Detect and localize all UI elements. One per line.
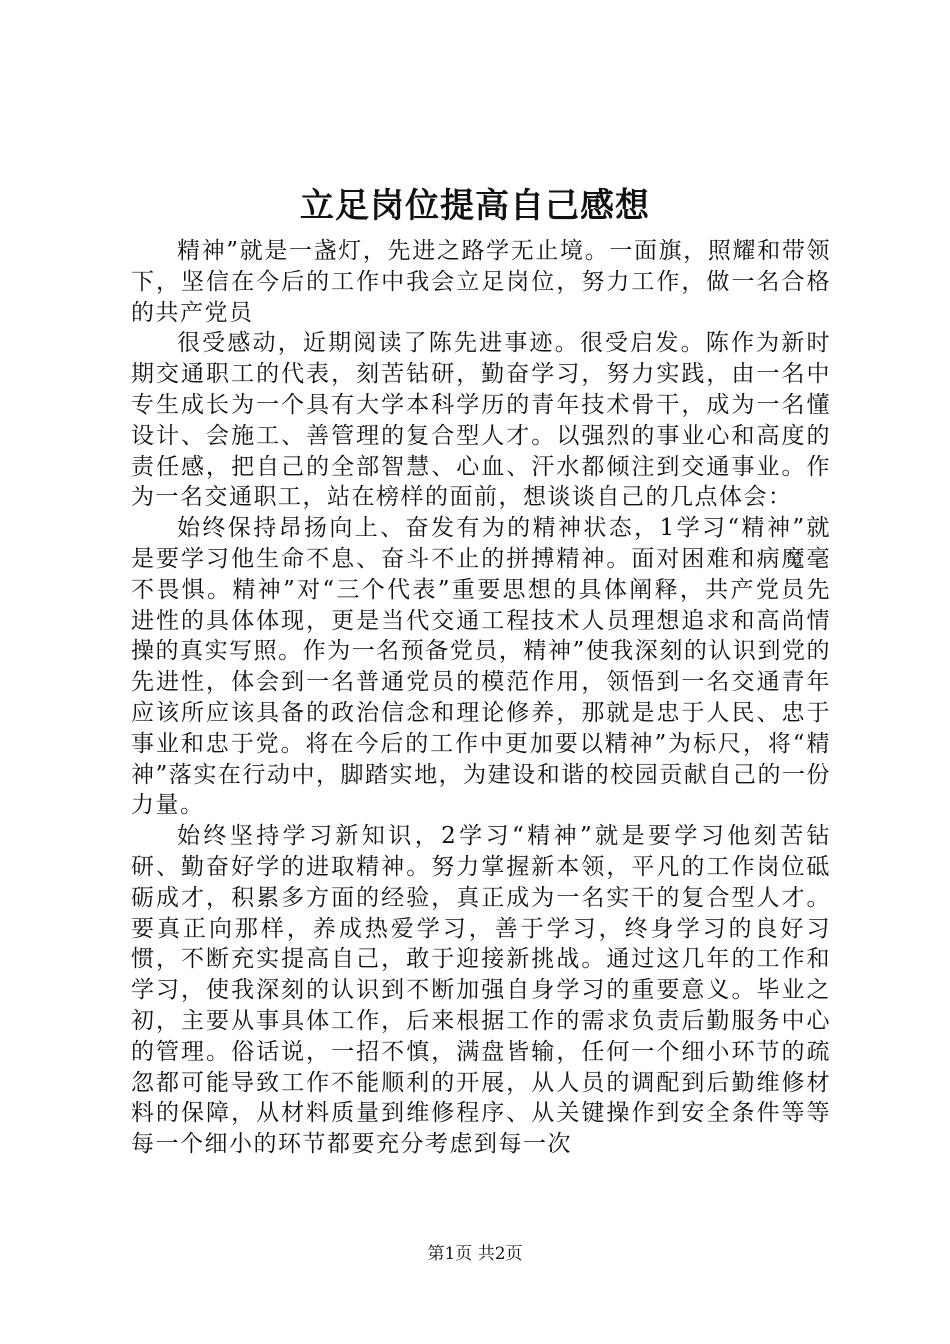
paragraph-1: 精神”就是一盏灯，先进之路学无止境。一面旗，照耀和带领下，坚信在今后的工作中我会立足岗位，努力工作，做一名合格的共产党员: [131, 238, 831, 326]
paragraph-4: 始终坚持学习新知识，2学习“精神”就是要学习他刻苦钻研、勤奋好学的进取精神。努力掌握新本领，平凡的工作岗位砥砺成才，积累多方面的经验，真正成为一名实干的复合型人才。要真正向那样，养成热爱学习，善于学习，终身学习的良好习惯，不断充实提高自己，敢于迎接新挑战。通过这几年的工作和学习，使我深刻的认识到不断加强自身学习的重要意义。毕业之初，主要从事具体工作，后来根据工作的需求负责后勤服务中心的管理。俗话说，一招不慎，满盘皆输，任何一个细小环节的疏忽都可能导致工作不能顺利的开展，从人员的调配到后勤维修材料的保障，从材料质量到维修程序、从关键操作到安全条件等等每一个细小的环节都要充分考虑到每一次: [131, 823, 831, 1158]
document-title: 立足岗位提高自己感想: [300, 186, 650, 226]
document-body: [131, 236, 831, 1160]
page-footer: 第1页 共2页: [427, 1244, 523, 1264]
paragraph-2: 很受感动，近期阅读了陈先进事迹。很受启发。陈作为新时期交通职工的代表，刻苦钻研，勤奋学习，努力实践，由一名中专生成长为一个具有大学本科学历的青年技术骨干，成为一名懂设计、会施工、善管理的复合型人才。以强烈的事业心和高度的责任感，把自己的全部智慧、心血、汗水都倾注到交通事业。作为一名交通职工，站在榜样的面前，想谈谈自己的几点体会：: [131, 330, 831, 511]
paragraph-3: 始终保持昂扬向上、奋发有为的精神状态，1学习“精神”就是要学习他生命不息、奋斗不止的拼搏精神。面对困难和病魔毫不畏惧。精神”对“三个代表”重要思想的具体阐释，共产党员先进性的具体体现，更是当代交通工程技术人员理想追求和高尚情操的真实写照。作为一名预备党员，精神”使我深刻的认识到党的先进性，体会到一名普通党员的模范作用，领悟到一名交通青年应该所应该具备的政治信念和理论修养，那就是忠于人民、忠于事业和忠于党。将在今后的工作中更加要以精神”为标尺，将“精神”落实在行动中，脚踏实地，为建设和谐的校园贡献自己的一份力量。: [131, 515, 831, 819]
